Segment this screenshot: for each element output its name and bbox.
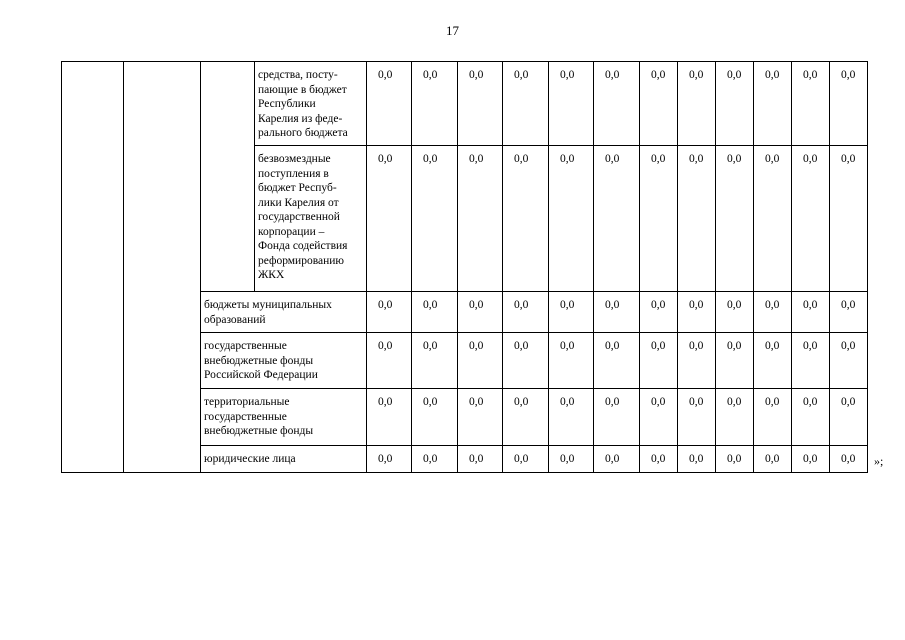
value-cell: 0,0: [754, 62, 792, 146]
closing-quote-mark: »;: [874, 454, 884, 468]
value-cell: 0,0: [549, 146, 594, 292]
value-cell: 0,0: [503, 446, 549, 473]
value-cell: 0,0: [412, 333, 458, 389]
value-cell: 0,0: [792, 146, 830, 292]
value-cell: 0,0: [830, 146, 868, 292]
value-cell: 0,0: [594, 292, 640, 333]
empty-cell-col1: [62, 62, 124, 473]
value-cell: 0,0: [549, 389, 594, 446]
value-cell: 0,0: [412, 389, 458, 446]
value-cell: 0,0: [640, 62, 678, 146]
value-cell: 0,0: [458, 62, 503, 146]
value-cell: 0,0: [367, 446, 412, 473]
page-number: 17: [446, 23, 459, 38]
value-cell: 0,0: [549, 446, 594, 473]
value-cell: 0,0: [830, 62, 868, 146]
value-cell: 0,0: [367, 146, 412, 292]
value-cell: 0,0: [367, 389, 412, 446]
value-cell: 0,0: [640, 333, 678, 389]
table-row: [62, 62, 868, 146]
row-label: государственные внебюджетные фонды Российской Федерации: [201, 333, 367, 389]
value-cell: 0,0: [716, 389, 754, 446]
value-cell: 0,0: [503, 292, 549, 333]
value-cell: 0,0: [754, 146, 792, 292]
value-cell: 0,0: [830, 389, 868, 446]
value-cell: 0,0: [640, 292, 678, 333]
value-cell: 0,0: [367, 333, 412, 389]
value-cell: 0,0: [412, 292, 458, 333]
value-cell: 0,0: [458, 292, 503, 333]
value-cell: 0,0: [412, 146, 458, 292]
value-cell: 0,0: [549, 292, 594, 333]
value-cell: 0,0: [716, 146, 754, 292]
value-cell: 0,0: [458, 146, 503, 292]
value-cell: 0,0: [830, 333, 868, 389]
value-cell: 0,0: [640, 389, 678, 446]
empty-cell-col3: [201, 62, 255, 292]
value-cell: 0,0: [412, 62, 458, 146]
value-cell: 0,0: [716, 292, 754, 333]
value-cell: 0,0: [594, 333, 640, 389]
value-cell: 0,0: [754, 333, 792, 389]
value-cell: 0,0: [678, 333, 716, 389]
value-cell: 0,0: [594, 446, 640, 473]
value-cell: 0,0: [830, 292, 868, 333]
empty-cell-col2: [124, 62, 201, 473]
row-label: юридические лица: [201, 446, 367, 473]
value-cell: 0,0: [594, 389, 640, 446]
value-cell: 0,0: [716, 333, 754, 389]
value-cell: 0,0: [678, 389, 716, 446]
row-label: безвозмездные поступления в бюджет Респуб- лики Карелия от государственной корпорации – Фонда содействия реформированию ЖКХ: [255, 146, 367, 292]
value-cell: 0,0: [458, 446, 503, 473]
value-cell: 0,0: [792, 62, 830, 146]
value-cell: 0,0: [830, 446, 868, 473]
value-cell: 0,0: [678, 146, 716, 292]
value-cell: 0,0: [594, 146, 640, 292]
value-cell: 0,0: [792, 292, 830, 333]
value-cell: 0,0: [792, 333, 830, 389]
value-cell: 0,0: [716, 446, 754, 473]
value-cell: 0,0: [678, 446, 716, 473]
value-cell: 0,0: [678, 62, 716, 146]
value-cell: 0,0: [503, 146, 549, 292]
value-cell: 0,0: [549, 62, 594, 146]
value-cell: 0,0: [503, 333, 549, 389]
value-cell: 0,0: [792, 446, 830, 473]
value-cell: 0,0: [640, 146, 678, 292]
value-cell: 0,0: [412, 446, 458, 473]
value-cell: 0,0: [503, 389, 549, 446]
value-cell: 0,0: [792, 389, 830, 446]
value-cell: 0,0: [754, 446, 792, 473]
value-cell: 0,0: [754, 292, 792, 333]
row-label: бюджеты муниципальных образований: [201, 292, 367, 333]
budget-funding-table: [61, 61, 868, 473]
value-cell: 0,0: [594, 62, 640, 146]
value-cell: 0,0: [549, 333, 594, 389]
row-label: средства, посту- пающие в бюджет Республики Карелия из феде- рального бюджета: [255, 62, 367, 146]
value-cell: 0,0: [716, 62, 754, 146]
value-cell: 0,0: [367, 62, 412, 146]
value-cell: 0,0: [640, 446, 678, 473]
value-cell: 0,0: [367, 292, 412, 333]
value-cell: 0,0: [503, 62, 549, 146]
value-cell: 0,0: [458, 389, 503, 446]
row-label: территориальные государственные внебюджетные фонды: [201, 389, 367, 446]
value-cell: 0,0: [458, 333, 503, 389]
value-cell: 0,0: [754, 389, 792, 446]
value-cell: 0,0: [678, 292, 716, 333]
